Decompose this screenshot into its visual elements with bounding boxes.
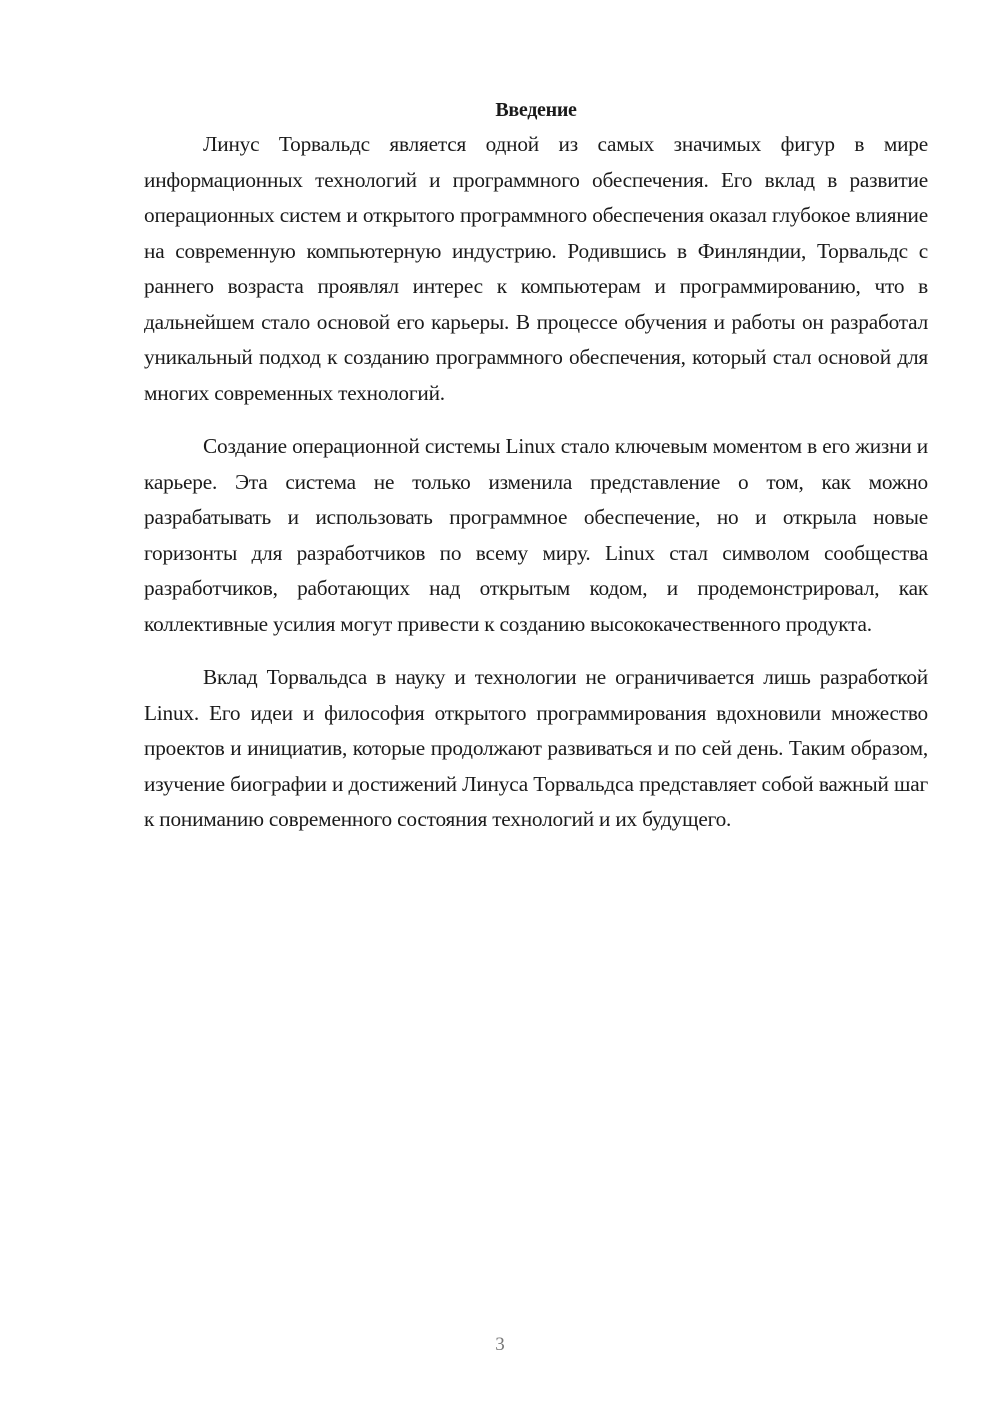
paragraph-intro: Линус Торвальдс является одной из самых значимых фигур в мире информационных технологий и программного обеспечения. Его вклад в развитие операционных систем и открытого программного обеспечения оказал глубокое влияние на современную компьютерную индустрию. Родившись в Финляндии, Торвальдс с раннего возраста проявлял интерес к компьютерам и программированию, что в дальнейшем стало основой его карьеры. В процессе обучения и работы он разработал уникальный подход к созданию программного обеспечения, который стал основой для многих современных технологий. [144, 132, 928, 405]
section-heading: Введение [495, 99, 577, 121]
paragraph-contribution: Вклад Торвальдса в науку и технологии не ограничивается лишь разработкой Linux. Его идеи и философия открытого программирования вдохновили множество проектов и инициатив, которые продолжают развиваться и по сей день. Таким образом, изучение биографии и достижений Линуса Торвальдса представляет собой важный шаг к пониманию современного состояния технологий и их будущего. [144, 665, 928, 831]
page-number: 3 [495, 1334, 505, 1355]
paragraph-linux: Создание операционной системы Linux стало ключевым моментом в его жизни и карьере. Эта система не только изменила представление о том, как можно разрабатывать и использовать программное обеспечение, но и открыла новые горизонты для разработчиков по всему миру. Linux стал символом сообщества разработчиков, работающих над открытым кодом, и продемонстрировал, как коллективные усилия могут привести к созданию высококачественного продукта. [144, 434, 928, 636]
document-page [144, 95, 928, 838]
